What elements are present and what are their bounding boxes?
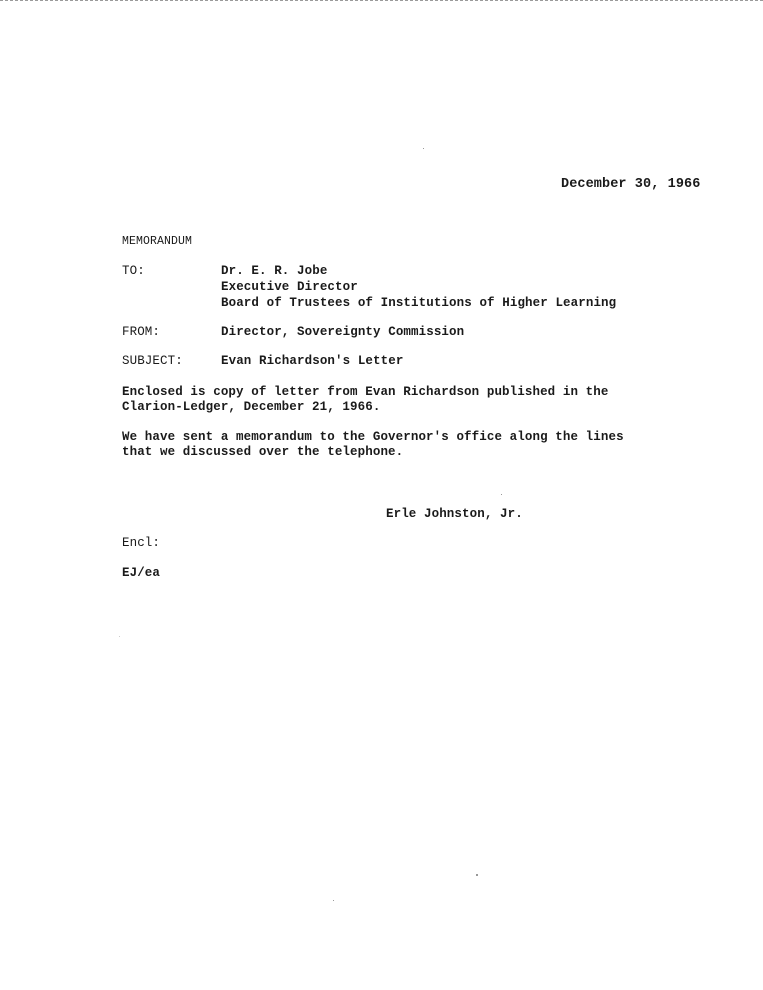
typist-initials: EJ/ea <box>122 566 161 580</box>
signature-name: Erle Johnston, Jr. <box>386 507 523 521</box>
memo-date: December 30, 1966 <box>561 177 701 192</box>
body-paragraph-1-line-1: Enclosed is copy of letter from Evan Richardson published in the <box>122 385 609 399</box>
body-paragraph-1-line-2: Clarion-Ledger, December 21, 1966. <box>122 400 381 414</box>
to-recipient-organization: Board of Trustees of Institutions of Higher Learning <box>221 296 617 310</box>
enclosure-note: Encl: <box>122 536 161 550</box>
to-label: TO: <box>122 264 145 278</box>
paper-speck <box>333 900 334 901</box>
page-top-border <box>0 0 763 1</box>
body-paragraph-2-line-2: that we discussed over the telephone. <box>122 445 404 459</box>
paper-speck <box>476 874 478 876</box>
subject-label: SUBJECT: <box>122 354 183 368</box>
paper-speck <box>119 636 120 637</box>
subject-value: Evan Richardson's Letter <box>221 354 404 368</box>
from-value: Director, Sovereignty Commission <box>221 325 465 339</box>
body-paragraph-2-line-1: We have sent a memorandum to the Governor's office along the lines <box>122 430 624 444</box>
to-recipient-title: Executive Director <box>221 280 358 294</box>
paper-speck <box>423 148 424 149</box>
to-recipient-name: Dr. E. R. Jobe <box>221 264 328 278</box>
from-label: FROM: <box>122 325 161 339</box>
paper-speck <box>501 494 502 495</box>
memo-heading: MEMORANDUM <box>122 235 193 248</box>
